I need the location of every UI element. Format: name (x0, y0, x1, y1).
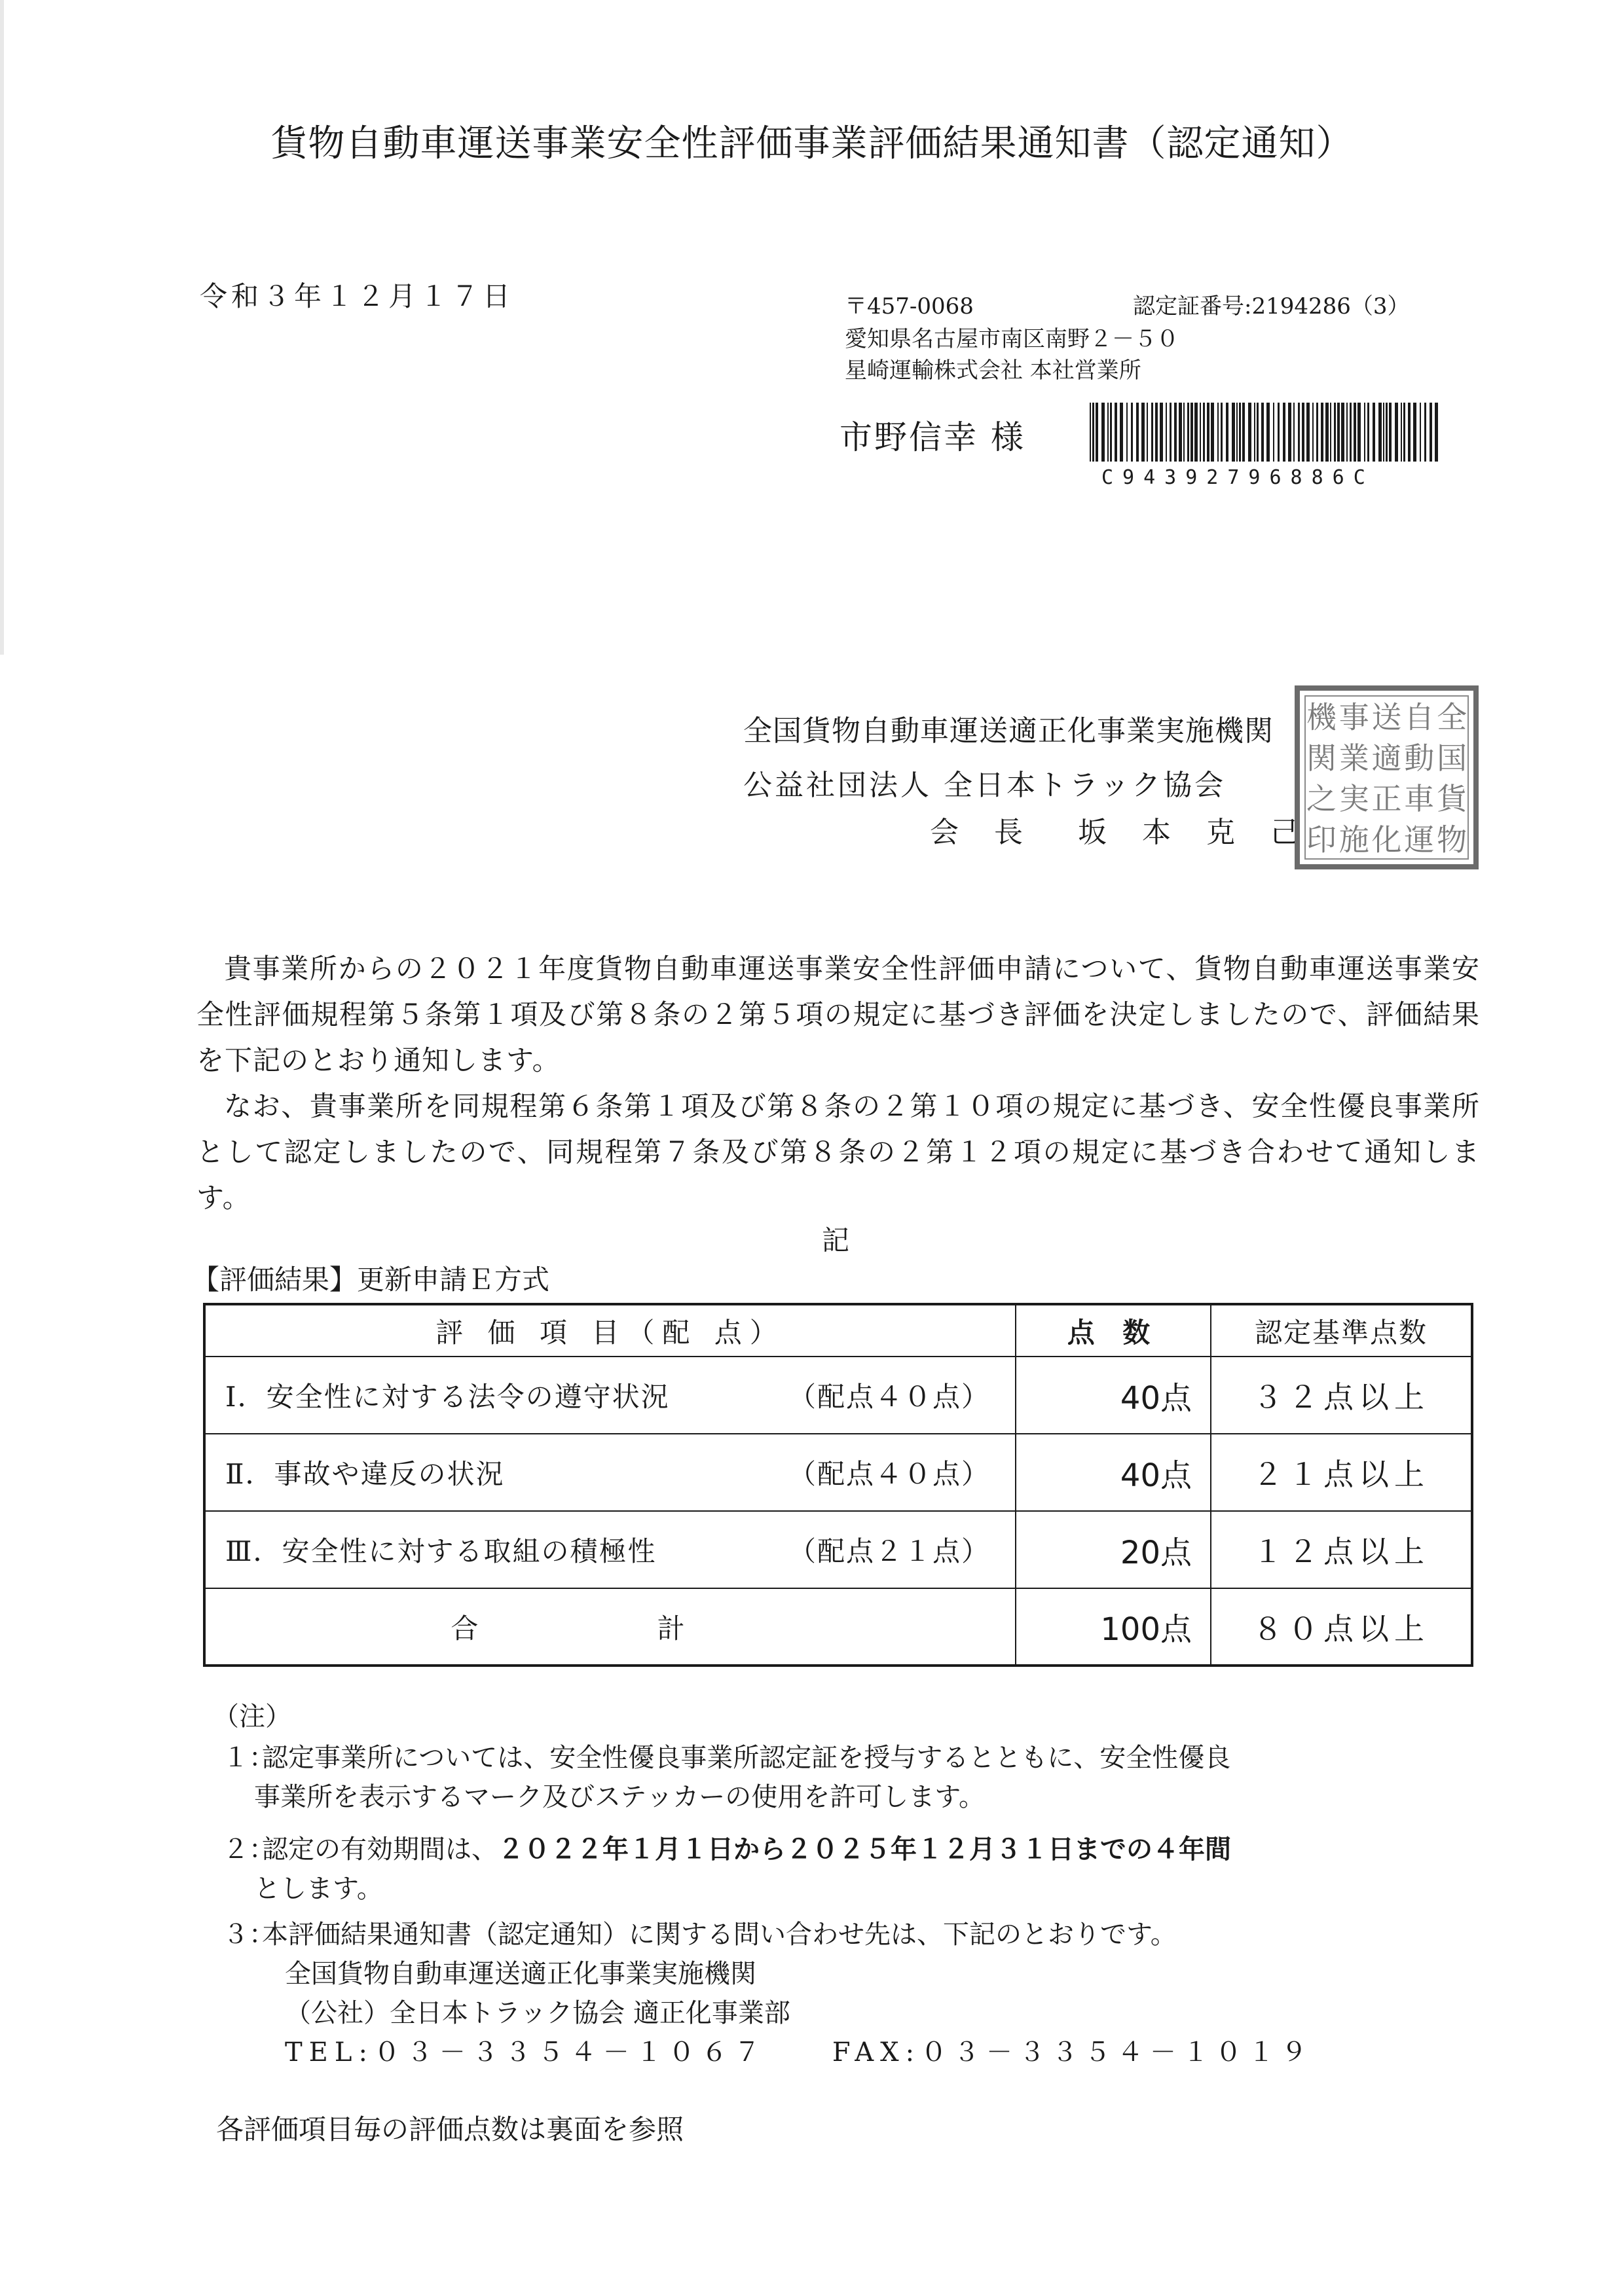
header-item: 評 価 項 目（配 点） (204, 1304, 1016, 1357)
note-1-line-b: 事業所を表示するマーク及びステッカーの使用を許可します。 (254, 1782, 985, 1812)
svg-text:関: 関 (1306, 740, 1337, 776)
svg-text:貨: 貨 (1437, 781, 1467, 817)
row-item-weight: （配点４０点） (788, 1458, 990, 1490)
evaluation-table (203, 1303, 1473, 1667)
row-score: 40点 (1016, 1434, 1211, 1511)
barcode-icon (1087, 403, 1441, 462)
svg-text:動: 動 (1404, 740, 1435, 776)
row-item-cell (204, 1434, 1016, 1511)
sender-chairman: 会 長 坂 本 克 己 (930, 816, 1312, 849)
official-seal-icon (1293, 684, 1480, 871)
contact-tel: TEL:０３－３３５４－１０６７ (285, 2037, 767, 2068)
contact-organization: 全国貨物自動車運送適正化事業実施機関 (285, 1959, 756, 1989)
note-1-line-a: 認定事業所については、安全性優良事業所認定証を授与するとともに、安全性優良 (262, 1743, 1231, 1773)
row-standard: ２１点以上 (1211, 1434, 1472, 1511)
row-score: 20点 (1016, 1511, 1211, 1588)
note-3 (223, 1915, 1483, 2072)
barcode-text: C94392796886C (1101, 466, 1375, 489)
note-2-line-b: とします。 (254, 1874, 383, 1904)
total-standard: ８０点以上 (1211, 1588, 1472, 1666)
note-3-line-a: 本評価結果通知書（認定通知）に関する問い合わせ先は、下記のとおりです。 (262, 1920, 1177, 1950)
postal-code: 〒457-0068 (845, 293, 974, 319)
row-item-label: Ⅱ．事故や違反の状況 (225, 1458, 505, 1490)
header-score: 点 数 (1016, 1304, 1211, 1357)
total-label: 合 計 (204, 1588, 1016, 1666)
table-row (204, 1511, 1472, 1588)
svg-text:送: 送 (1371, 699, 1402, 735)
note-3-number: ３： (223, 1920, 275, 1950)
recipient-name: 市野信幸 様 (840, 418, 1025, 456)
issue-date: 令和３年１２月１７日 (200, 280, 515, 312)
document-title: 貨物自動車運送事業安全性評価事業評価結果通知書（認定通知） (270, 122, 1354, 165)
row-item-weight: （配点２１点） (788, 1535, 990, 1567)
svg-text:運: 運 (1404, 822, 1435, 858)
sender-association: 公益社団法人 全日本トラック協会 (743, 769, 1227, 802)
row-item-label: Ⅰ．安全性に対する法令の遵守状況 (225, 1381, 670, 1413)
table-row (204, 1434, 1472, 1511)
contact-department: （公社）全日本トラック協会 適正化事業部 (285, 1998, 790, 2028)
body-paragraph-2: なお、貴事業所を同規程第６条第１項及び第８条の２第１０項の規定に基づき、安全性優良事業所として認定しましたので、同規程第７条及び第８条の２第１２項の規定に基づき合わせて通知します。 (196, 1090, 1480, 1214)
svg-text:之: 之 (1306, 781, 1337, 817)
note-1 (223, 1738, 1483, 1817)
svg-text:化: 化 (1371, 822, 1402, 858)
svg-text:車: 車 (1404, 781, 1435, 817)
footer-note: 各評価項目毎の評価点数は裏面を参照 (216, 2113, 684, 2145)
row-item-label: Ⅲ．安全性に対する取組の積極性 (225, 1535, 657, 1567)
table-row (204, 1357, 1472, 1434)
svg-text:事: 事 (1338, 699, 1369, 735)
note-2-validity-period: ２０２２年１月１日から２０２５年１２月３１日までの４年間 (498, 1834, 1231, 1865)
total-score: 100点 (1016, 1588, 1211, 1666)
certificate-number: 認定証番号:2194286（3） (1133, 293, 1410, 319)
note-2-prefix: 認定の有効期間は、 (262, 1834, 498, 1865)
note-2-number: ２： (223, 1834, 275, 1865)
table-total-row (204, 1588, 1472, 1666)
row-item-cell (204, 1511, 1016, 1588)
table-header-row (204, 1304, 1472, 1357)
row-standard: １２点以上 (1211, 1511, 1472, 1588)
svg-text:印: 印 (1306, 822, 1337, 858)
svg-text:物: 物 (1437, 822, 1467, 858)
sender-organization: 全国貨物自動車運送適正化事業実施機関 (743, 714, 1274, 748)
svg-text:適: 適 (1371, 740, 1402, 776)
svg-text:機: 機 (1306, 699, 1337, 735)
evaluation-label: 【評価結果】更新申請Ｅ方式 (192, 1264, 550, 1296)
svg-text:正: 正 (1371, 781, 1402, 817)
svg-text:自: 自 (1404, 699, 1435, 735)
contact-phone-fax (223, 2033, 1483, 2072)
contact-fax: FAX:０３－３３５４－１０１９ (832, 2037, 1314, 2068)
header-standard: 認定基準点数 (1211, 1304, 1472, 1357)
body-paragraph-1: 貴事業所からの２０２１年度貨物自動車運送事業安全性評価申請について、貨物自動車運送事業安全性評価規程第５条第１項及び第８条の２第５項の規定に基づき評価を決定しましたので、評価結果を下記のとおり通知します。 (196, 953, 1480, 1076)
svg-text:業: 業 (1338, 740, 1369, 776)
svg-text:施: 施 (1338, 822, 1369, 858)
svg-text:実: 実 (1338, 781, 1369, 817)
svg-text:国: 国 (1437, 740, 1467, 776)
row-score: 40点 (1016, 1357, 1211, 1434)
row-item-weight: （配点４０点） (788, 1381, 990, 1413)
recipient-company: 星崎運輸株式会社 本社営業所 (845, 357, 1141, 384)
notes-heading: （注） (213, 1702, 291, 1732)
row-standard: ３２点以上 (1211, 1357, 1472, 1434)
row-item-cell (204, 1357, 1016, 1434)
ki-heading: 記 (822, 1224, 850, 1256)
scan-edge-shadow (0, 0, 4, 655)
svg-text:全: 全 (1437, 699, 1467, 735)
recipient-address: 愛知県名古屋市南区南野２－５０ (845, 326, 1179, 352)
note-1-number: １： (223, 1743, 275, 1773)
note-2 (223, 1830, 1483, 1908)
